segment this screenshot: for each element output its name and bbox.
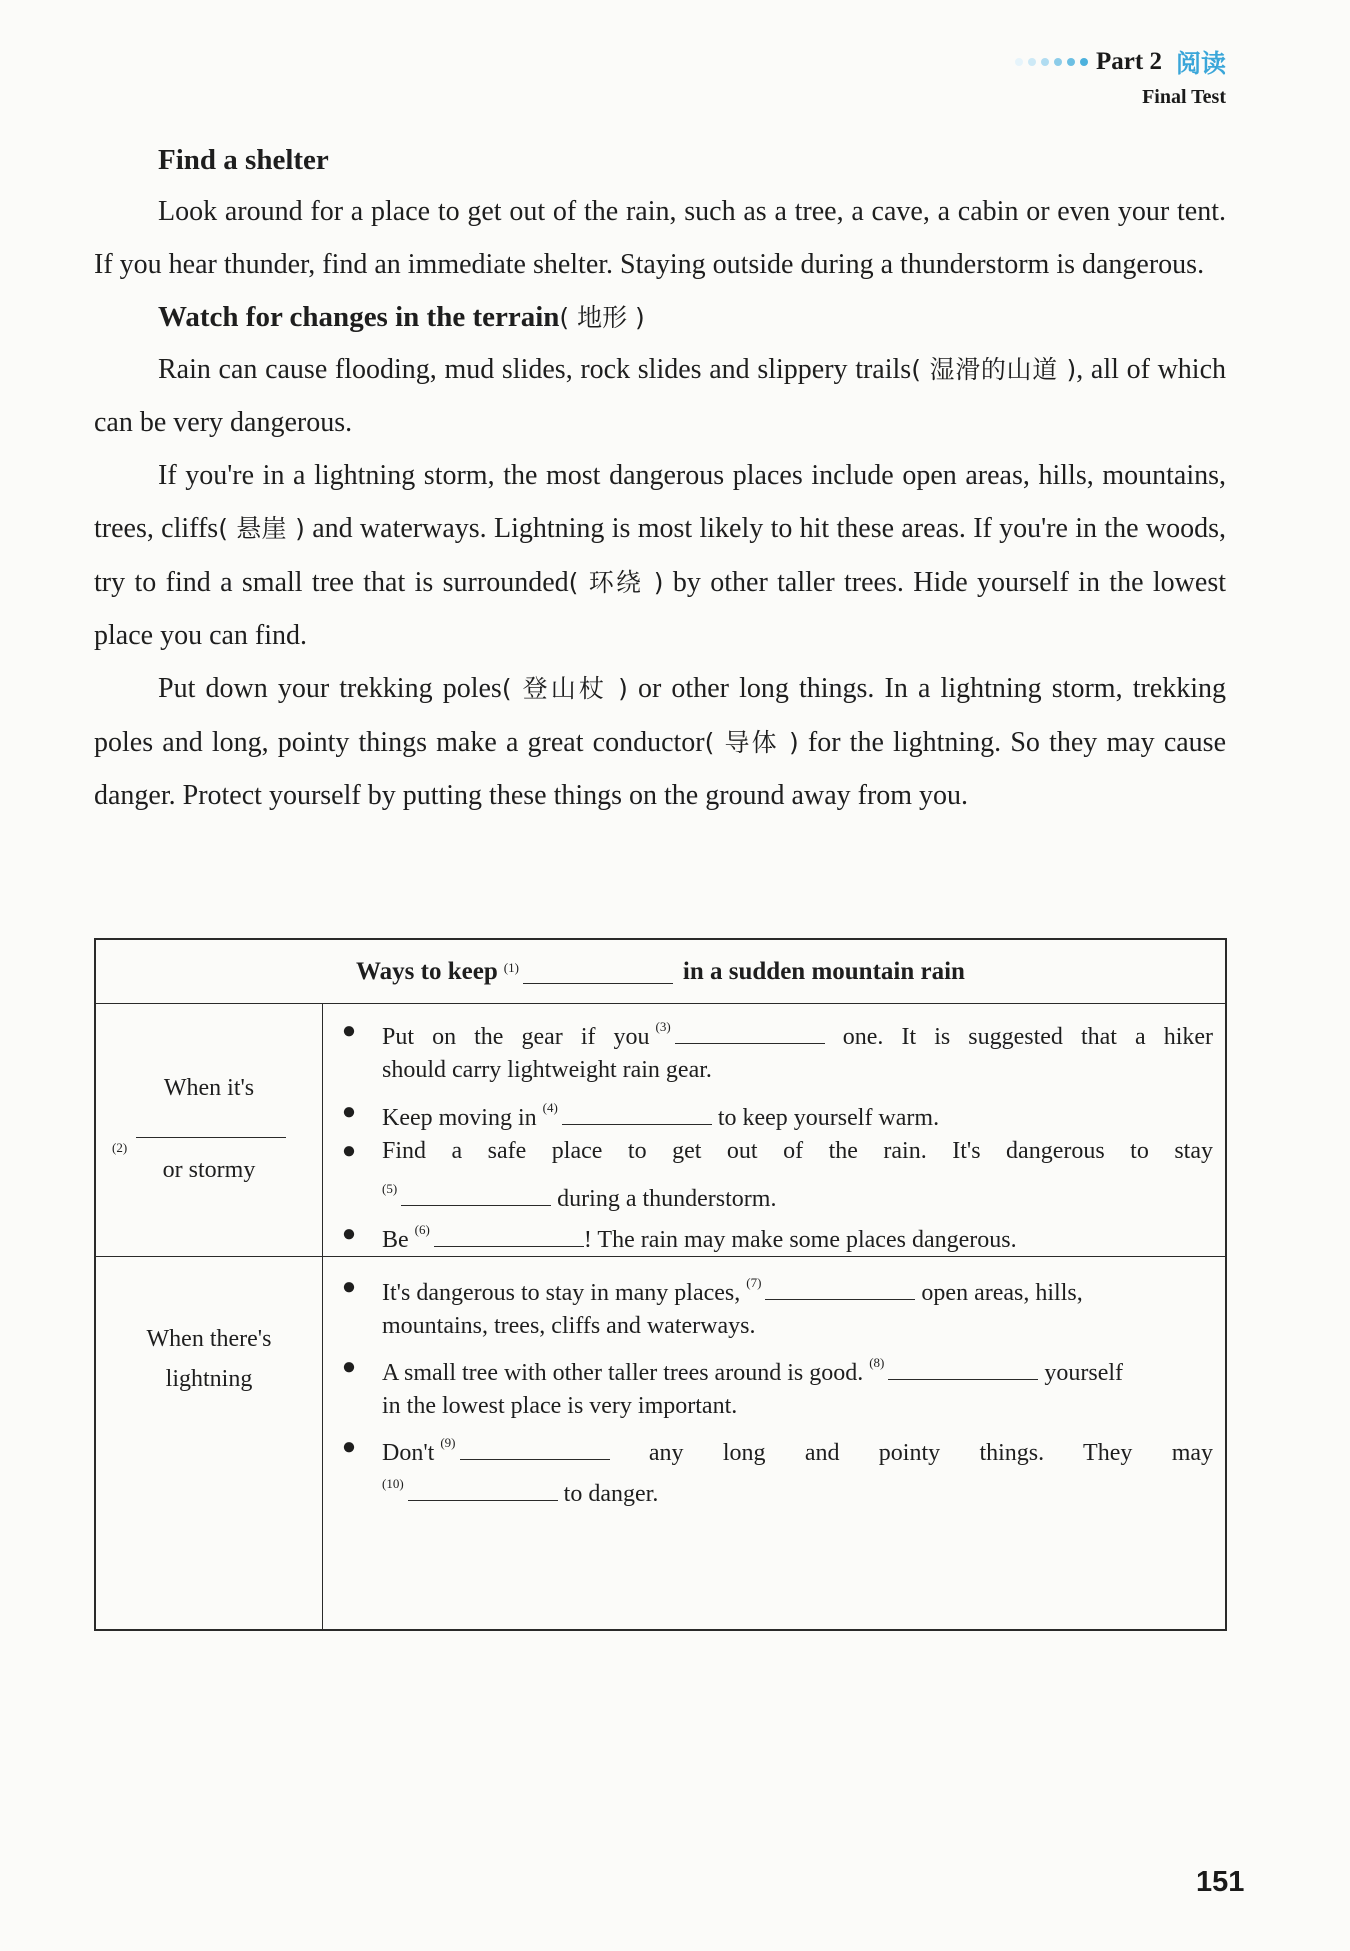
table-row <box>96 1256 1225 1629</box>
cn-gloss: ( 环绕 ) <box>568 567 664 597</box>
answer-blank-5[interactable] <box>401 1181 551 1206</box>
text: If you're in a lightning storm, the most dangerous places include open areas, hills, mountains, trees, cliffs <box>94 460 1226 545</box>
row-label-bottom: or stormy <box>162 1157 256 1183</box>
row-label-cell <box>96 1256 323 1629</box>
reading-passage <box>94 135 1226 822</box>
blank-number: (9) <box>440 1435 456 1450</box>
text: yourself <box>1044 1360 1124 1386</box>
blank-number: (3) <box>655 1019 671 1034</box>
text: in the lowest place is very important. <box>382 1393 738 1419</box>
answer-blank-9[interactable] <box>460 1435 610 1460</box>
table-row <box>96 1003 1225 1257</box>
text: by other taller trees. Hide yourself in the lowest place you can find. <box>94 566 1226 652</box>
header-subtitle: Final Test <box>1142 86 1226 108</box>
text: for the lightning. So they may cause danger. Protect yourself by putting these things on the ground away from you. <box>94 726 1226 811</box>
blank-number: (7) <box>746 1275 762 1290</box>
answer-blank-7[interactable] <box>765 1275 915 1300</box>
row-content-cell <box>324 1256 1225 1629</box>
text: Put down your trekking poles <box>158 673 502 705</box>
table-title-end: in a sudden mountain rain <box>682 957 965 985</box>
cn-gloss: ( 登山杖 ) <box>501 674 628 704</box>
bullet-icon: ● <box>341 1354 357 1380</box>
dot-icon <box>1028 58 1036 66</box>
text: Don't <box>382 1440 435 1466</box>
paragraph-terrain <box>94 343 1226 450</box>
text: any long and pointy things. They may <box>648 1440 1214 1466</box>
page-header <box>1015 44 1226 109</box>
blank-number: (2) <box>112 1140 128 1155</box>
row-label-cell <box>96 1003 323 1256</box>
row-label-bottom: lightning <box>165 1366 253 1392</box>
answer-blank-2[interactable] <box>136 1137 286 1138</box>
blank-number: (10) <box>382 1476 404 1491</box>
bullet-icon: ● <box>341 1099 357 1125</box>
dot-icon <box>1080 58 1088 66</box>
bullet-icon: ● <box>341 1018 357 1044</box>
decorative-dots <box>1015 58 1088 66</box>
table-title-row <box>96 940 1225 1004</box>
text: one. It is suggested that a hiker <box>842 1024 1214 1050</box>
text: Find a safe place to get out of the rain. It's dangerous to stay <box>382 1138 1213 1164</box>
bullet-continuation <box>338 1463 1213 1519</box>
text: mountains, trees, cliffs and waterways. <box>382 1313 756 1339</box>
row-label-top: When there's <box>146 1326 272 1352</box>
text: and waterways. Lightning is most likely to hit these areas. If you're in the woods, try to find a small tree that is surrounded <box>94 513 1226 598</box>
text: to keep yourself warm. <box>717 1105 940 1131</box>
answer-blank-10[interactable] <box>408 1476 558 1501</box>
row-label-top: When it's <box>163 1075 255 1101</box>
text: ! The rain may make some places dangerous. <box>583 1227 1017 1253</box>
blank-number: (8) <box>869 1355 885 1370</box>
text: or other long things. In a lightning storm, trekking poles and long, pointy things make a great conductor <box>94 673 1227 758</box>
blank-number: (5) <box>382 1181 398 1196</box>
text: during a thunderstorm. <box>557 1186 777 1212</box>
paragraph-shelter: Look around for a place to get out of the rain, such as a tree, a cave, a cabin or even your tent. If you hear thunder, find an immediate shelter. Staying outside during a thunderstorm is dangerous. <box>94 196 1226 281</box>
dot-icon <box>1041 58 1049 66</box>
blank-number: (4) <box>542 1100 558 1115</box>
answer-blank-8[interactable] <box>888 1355 1038 1380</box>
blank-number: (6) <box>414 1222 430 1237</box>
text: to danger. <box>563 1481 659 1507</box>
cn-gloss: ( 悬崖 ) <box>218 514 305 544</box>
text: Put on the gear if you <box>382 1024 650 1050</box>
bullet-icon: ● <box>341 1138 357 1164</box>
text: Rain can cause flooding, mud slides, rock slides and slippery trails <box>158 353 912 385</box>
bullet-icon: ● <box>341 1274 357 1300</box>
answer-blank-3[interactable] <box>675 1019 825 1044</box>
heading-cn-gloss: ( 地形 ) <box>559 302 645 332</box>
text: It's dangerous to stay in many places, <box>382 1280 741 1306</box>
paragraph-poles <box>94 662 1226 822</box>
bullet-icon: ● <box>341 1221 357 1247</box>
summary-table <box>94 938 1227 1631</box>
dot-icon <box>1067 58 1075 66</box>
text: Be <box>382 1227 409 1253</box>
blank-number: (1) <box>503 959 519 975</box>
section-heading-terrain <box>158 292 1226 343</box>
part-chinese-label: 阅读 <box>1175 49 1226 78</box>
answer-blank-6[interactable] <box>434 1222 584 1247</box>
section-heading-shelter: Find a shelter <box>158 144 329 176</box>
text: should carry lightweight rain gear. <box>382 1057 712 1083</box>
cn-gloss: ( 湿滑的山道 ) <box>911 354 1077 384</box>
text: , all of which can be very dangerous. <box>94 353 1227 438</box>
answer-blank-1[interactable] <box>523 959 673 984</box>
part-label: Part 2 <box>1096 48 1162 75</box>
answer-blank-4[interactable] <box>562 1100 712 1125</box>
dot-icon <box>1015 58 1023 66</box>
text: A small tree with other taller trees around is good. <box>382 1360 864 1386</box>
dot-icon <box>1054 58 1062 66</box>
heading-text: Watch for changes in the terrain <box>158 300 560 333</box>
paragraph-lightning <box>94 449 1226 662</box>
page-number: 151 <box>1196 1866 1245 1898</box>
text: open areas, hills, <box>921 1280 1083 1306</box>
cn-gloss: ( 导体 ) <box>704 727 799 757</box>
bullet-icon: ● <box>341 1434 357 1460</box>
row-content-cell <box>324 1003 1225 1256</box>
text: Keep moving in <box>382 1105 537 1131</box>
table-title-start: Ways to keep <box>356 957 498 985</box>
